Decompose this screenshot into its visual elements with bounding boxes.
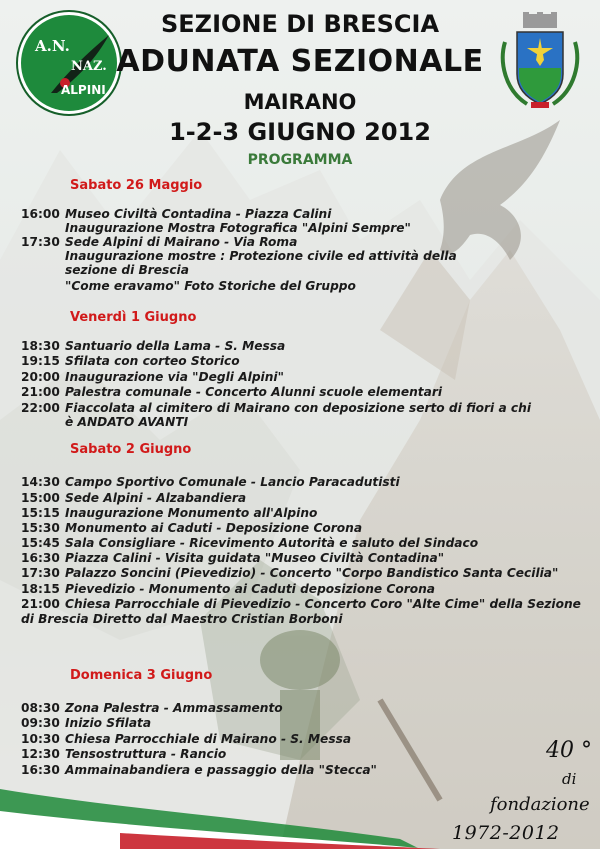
schedule-item (21, 507, 317, 520)
event-time: 20:00 (21, 370, 60, 384)
logo-text-mid: NAZ. (71, 59, 107, 74)
schedule-item (21, 598, 581, 611)
event-description: Monumento ai Caduti - Deposizione Corona (65, 521, 363, 535)
event-time: 15:00 (21, 491, 60, 505)
schedule-item (21, 236, 297, 249)
schedule-item (21, 748, 226, 761)
event-description: Fiaccolata al cimitero di Mairano con deposizione serto di fiori a chi (65, 401, 532, 415)
schedule-item (21, 567, 558, 580)
event-description: Palestra comunale - Concerto Alunni scuole elementari (65, 385, 443, 399)
event-time: 16:30 (21, 763, 60, 777)
event-description: Santuario della Lama - S. Messa (65, 339, 286, 353)
event-description: Sede Alpini - Alzabandiera (65, 491, 247, 505)
schedule-item (21, 371, 284, 384)
schedule-item (21, 386, 442, 399)
event-dates: 1-2-3 GIUGNO 2012 (169, 118, 431, 146)
day-title: Domenica 3 Giugno (70, 668, 213, 683)
event-time: 17:30 (21, 235, 60, 249)
schedule-item (21, 492, 246, 505)
event-time: 22:00 (21, 401, 60, 415)
event-description: Piazza Calini - Visita guidata "Museo Civiltà Contadina" (65, 551, 445, 565)
event-continuation: "Come eravamo" Foto Storiche del Gruppo (65, 279, 356, 293)
event-time: 21:00 (21, 385, 60, 399)
anniversary-fondazione: fondazione (490, 794, 590, 815)
event-description: Inaugurazione Monumento all'Alpino (65, 506, 318, 520)
logo-text-bottom: ALPINI (61, 83, 106, 97)
event-description: Ammainabandiera e passaggio della "Stecca" (65, 763, 377, 777)
event-continuation: è ANDATO AVANTI (65, 415, 189, 429)
schedule-item (21, 537, 478, 550)
event-time: 10:30 (21, 732, 60, 746)
event-time: 14:30 (21, 475, 60, 489)
schedule-item (21, 402, 531, 415)
event-continuation: di Brescia Diretto dal Maestro Cristian Borboni (21, 612, 343, 626)
event-location: MAIRANO (243, 90, 357, 114)
event-continuation: Inaugurazione mostre : Protezione civile ed attività della (65, 249, 457, 263)
schedule-item (21, 522, 362, 535)
event-description: Chiesa Parrocchiale di Mairano - S. Messa (65, 732, 352, 746)
event-description: Sala Consigliare - Ricevimento Autorità e saluto del Sindaco (65, 536, 479, 550)
event-time: 09:30 (21, 716, 60, 730)
schedule-item (21, 764, 377, 777)
schedule-item (21, 717, 151, 730)
anniversary-number: 40 ° (546, 738, 592, 763)
day-title: Venerdì 1 Giugno (70, 310, 197, 325)
event-time: 18:30 (21, 339, 60, 353)
schedule-item (21, 552, 444, 565)
logo-text-top: A.N. (35, 37, 70, 55)
anniversary-years: 1972-2012 (452, 822, 560, 844)
event-description: Palazzo Soncini (Pievedizio) - Concerto "Corpo Bandistico Santa Cecilia" (65, 566, 559, 580)
event-description: Tensostruttura - Rancio (65, 747, 227, 761)
event-description: Inaugurazione via "Degli Alpini" (65, 370, 284, 384)
event-time: 08:30 (21, 701, 60, 715)
day-title: Sabato 2 Giugno (70, 442, 192, 457)
schedule-item (21, 702, 283, 715)
schedule-item (21, 355, 240, 368)
event-title: ADUNATA SEZIONALE (116, 44, 484, 79)
event-description: Museo Civiltà Contadina - Piazza Calini (65, 207, 332, 221)
event-description: Zona Palestra - Ammassamento (65, 701, 283, 715)
schedule-item (21, 583, 435, 596)
event-continuation: sezione di Brescia (65, 263, 189, 277)
anniversary-di: di (562, 770, 577, 788)
schedule-item (21, 476, 400, 489)
schedule-item (21, 208, 331, 221)
event-description: Sfilata con corteo Storico (65, 354, 240, 368)
event-description: Inizio Sfilata (65, 716, 152, 730)
event-time: 17:30 (21, 566, 60, 580)
event-continuation: Inaugurazione Mostra Fotografica "Alpini Sempre" (65, 221, 411, 235)
event-description: Chiesa Parrocchiale di Pievedizio - Concerto Coro "Alte Cime" della Sezione (65, 597, 581, 611)
schedule-item (21, 340, 285, 353)
event-time: 16:30 (21, 551, 60, 565)
event-time: 15:15 (21, 506, 60, 520)
programma-heading: PROGRAMMA (247, 152, 353, 168)
event-time: 19:15 (21, 354, 60, 368)
event-time: 15:30 (21, 521, 60, 535)
section-title: SEZIONE DI BRESCIA (160, 10, 440, 38)
event-time: 15:45 (21, 536, 60, 550)
event-time: 21:00 (21, 597, 60, 611)
event-description: Pievedizio - Monumento ai Caduti deposizione Corona (65, 582, 436, 596)
event-description: Campo Sportivo Comunale - Lancio Paracadutisti (65, 475, 400, 489)
event-time: 18:15 (21, 582, 60, 596)
schedule-item (21, 733, 351, 746)
event-time: 16:00 (21, 207, 60, 221)
event-description: Sede Alpini di Mairano - Via Roma (65, 235, 298, 249)
day-title: Sabato 26 Maggio (70, 178, 203, 193)
event-time: 12:30 (21, 747, 60, 761)
